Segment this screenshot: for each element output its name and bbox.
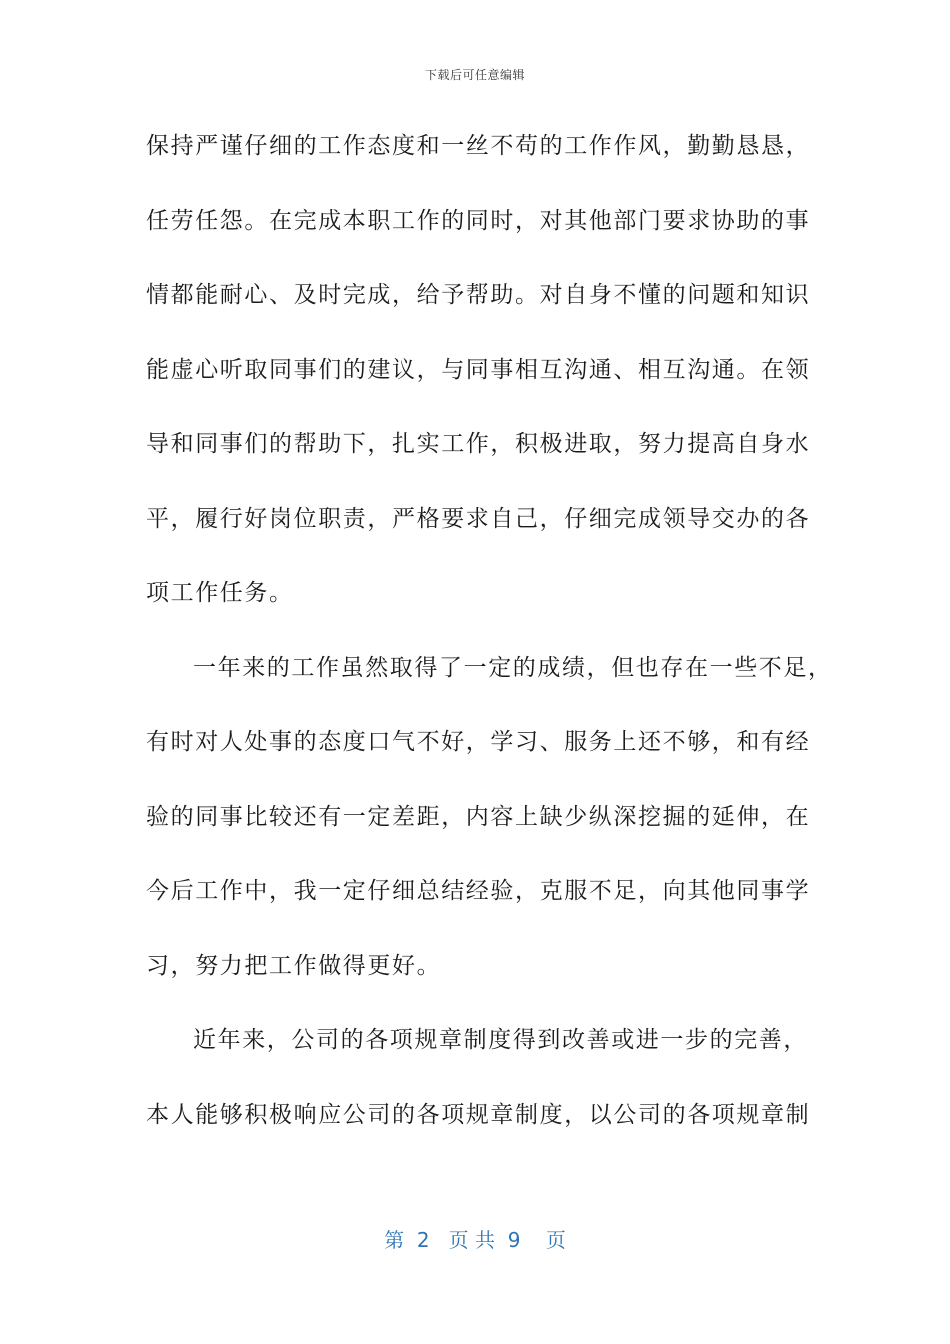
body-line: 有时对人处事的态度口气不好，学习、服务上还不够，和有经 [146, 729, 811, 755]
body-line: 习，努力把工作做得更好。 [146, 952, 442, 979]
paragraph-start-line: 近年来，公司的各项规章制度得到改善或进一步的完善， [193, 1027, 808, 1053]
body-line: 情都能耐心、及时完成，给予帮助。对自身不懂的问题和知识 [146, 282, 811, 308]
document-body [146, 124, 833, 1167]
body-line: 能虚心听取同事们的建议，与同事相互沟通、相互沟通。在领 [146, 356, 811, 383]
header-note: 下载后可任意编辑 [424, 68, 525, 82]
body-line: 项工作任务。 [146, 580, 294, 606]
body-line: 导和同事们的帮助下，扎实工作，积极进取，努力提高自身水 [146, 431, 811, 457]
body-line: 今后工作中，我一定仔细总结经验，克服不足，向其他同事学 [146, 878, 811, 904]
body-line: 本人能够积极响应公司的各项规章制度，以公司的各项规章制 [146, 1101, 811, 1128]
body-line: 平，履行好岗位职责，严格要求自己，仔细完成领导交办的各 [146, 505, 811, 532]
body-line: 保持严谨仔细的工作态度和一丝不苟的工作作风，勤勤恳恳， [146, 133, 811, 159]
body-line: 任劳任怨。在完成本职工作的同时，对其他部门要求协助的事 [146, 207, 811, 234]
page-number-footer: 第 2 页 共 9 页 [384, 1228, 566, 1252]
body-line: 验的同事比较还有一定差距，内容上缺少纵深挖掘的延伸，在 [146, 803, 811, 830]
paragraph-start-line: 一年来的工作虽然取得了一定的成绩，但也存在一些不足， [193, 654, 833, 681]
